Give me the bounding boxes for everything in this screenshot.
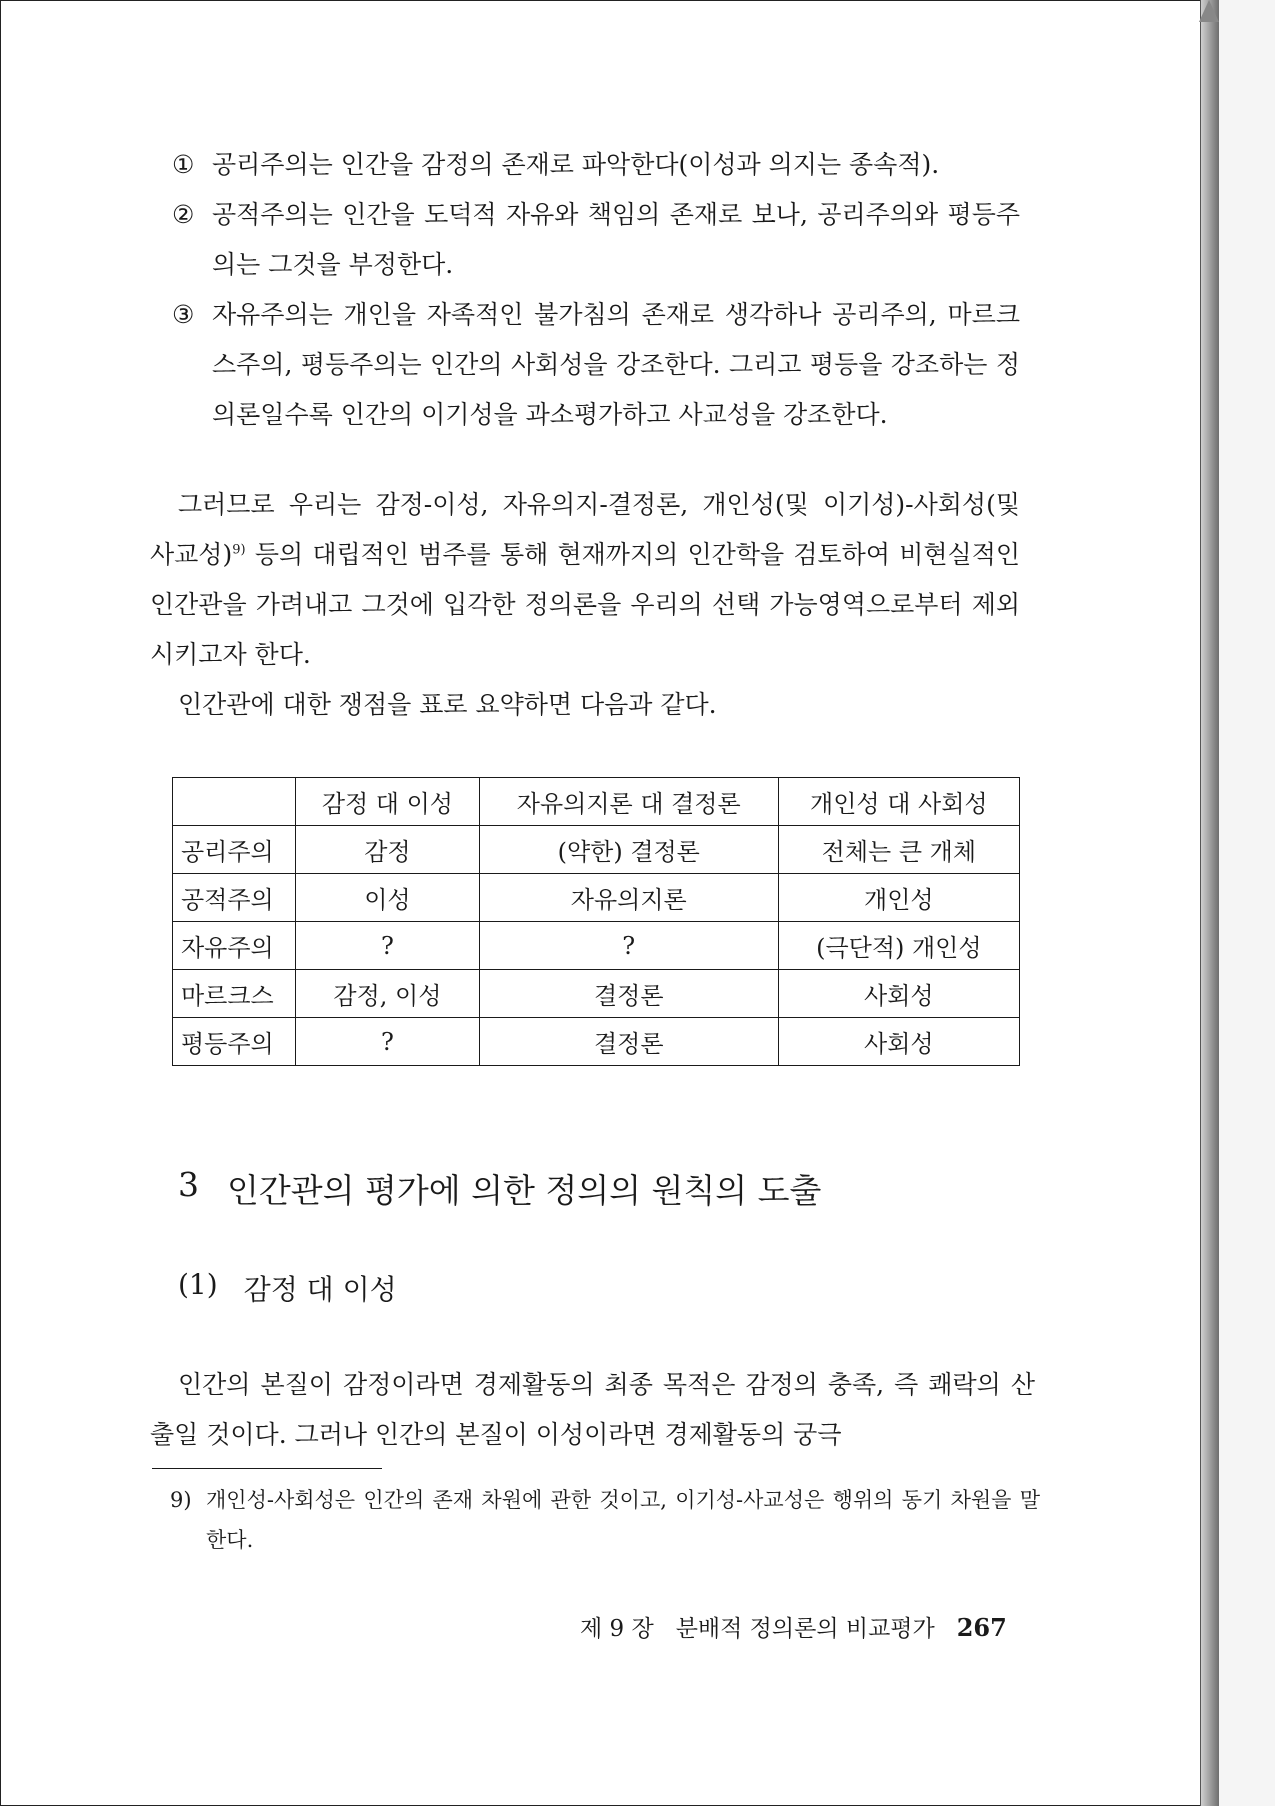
table-row-name: 공적주의	[173, 874, 296, 922]
list-item	[150, 190, 1020, 290]
page-number: 267	[956, 1613, 1007, 1642]
subsection-number: (1)	[178, 1268, 218, 1301]
table-row	[173, 874, 1020, 922]
paragraph-categories	[150, 480, 1020, 680]
list-text: 공리주의는 인간을 감정의 존재로 파악한다(이성과 의지는 종속적).	[212, 150, 940, 179]
table-header: 감정 대 이성	[296, 778, 480, 826]
table-row	[173, 826, 1020, 874]
table-row	[173, 970, 1020, 1018]
table-cell: 이성	[296, 874, 480, 922]
section-heading	[178, 1165, 821, 1212]
list-number: ③	[172, 300, 195, 329]
page-body-top	[150, 140, 1020, 730]
list-item	[150, 140, 1020, 190]
table-cell: 사회성	[778, 970, 1019, 1018]
list-number: ②	[172, 200, 195, 229]
footnote-ref: 9)	[232, 542, 246, 558]
paragraph-text: 등의 대립적인 범주를 통해 현재까지의 인간학을 검토하여 비현실적인 인간관을 가려내고 그것에 입각한 정의론을 우리의 선택 가능영역으로부터 제외시키고자 한다.	[150, 540, 1020, 669]
paragraph-emotion-reason: 인간의 본질이 감정이라면 경제활동의 최종 목적은 감정의 충족, 즉 쾌락의 산출일 것이다. 그러나 인간의 본질이 이성이라면 경제활동의 궁극	[150, 1370, 1035, 1449]
table-cell: 전체는 큰 개체	[778, 826, 1019, 874]
footer-title: 분배적 정의론의 비교평가	[675, 1616, 935, 1642]
table-cell: 자유의지론	[479, 874, 778, 922]
table-cell: (약한) 결정론	[479, 826, 778, 874]
footnote-number: 9)	[170, 1488, 192, 1512]
table-row	[173, 1018, 1020, 1066]
table-cell: 개인성	[778, 874, 1019, 922]
section-title: 인간관의 평가에 의한 정의의 원칙의 도출	[227, 1171, 822, 1210]
table-header: 개인성 대 사회성	[778, 778, 1019, 826]
subsection-heading	[178, 1268, 397, 1308]
table-row-name: 공리주의	[173, 826, 296, 874]
list-number: ①	[172, 150, 195, 179]
paragraph-table-intro: 인간관에 대한 쟁점을 표로 요약하면 다음과 같다.	[178, 690, 717, 719]
list-text: 공적주의는 인간을 도덕적 자유와 책임의 존재로 보나, 공리주의와 평등주의는 그것을 부정한다.	[212, 200, 1020, 279]
list-text: 자유주의는 개인을 자족적인 불가침의 존재로 생각하나 공리주의, 마르크스주의, 평등주의는 인간의 사회성을 강조한다. 그리고 평등을 강조하는 정의론일수록 인간의 이기성을 과소평가하고 사교성을 강조한다.	[212, 300, 1020, 429]
footnote	[170, 1480, 1040, 1560]
paragraph-text: 그러므로 우리는 감정-이성, 자유의지-결정론, 개인성(및 이기성)-사회성(및 사교성)	[150, 490, 1020, 569]
human-view-table	[172, 777, 1020, 1066]
table-cell: 감정	[296, 826, 480, 874]
page-binding-edge	[1200, 0, 1219, 1806]
footnote-text: 개인성-사회성은 인간의 존재 차원에 관한 것이고, 이기성-사교성은 행위의 동기 차원을 말한다.	[206, 1488, 1040, 1552]
footnote-divider	[152, 1468, 382, 1469]
running-footer	[580, 1610, 1007, 1643]
table-cell: (극단적) 개인성	[778, 922, 1019, 970]
outer-background	[1218, 0, 1275, 1806]
list-item	[150, 290, 1020, 440]
table-header-row	[173, 778, 1020, 826]
table-cell: 감정, 이성	[296, 970, 480, 1018]
table-row-name: 마르크스	[173, 970, 296, 1018]
table-cell: 결정론	[479, 970, 778, 1018]
section-number: 3	[178, 1165, 199, 1204]
table-header: 자유의지론 대 결정론	[479, 778, 778, 826]
page-corner-fold	[1199, 0, 1219, 22]
table-cell: ?	[296, 922, 480, 970]
table-cell: ?	[296, 1018, 480, 1066]
table-cell: 결정론	[479, 1018, 778, 1066]
table-cell: ?	[479, 922, 778, 970]
table-cell: 사회성	[778, 1018, 1019, 1066]
page-body-bottom	[150, 1360, 1035, 1460]
table-row	[173, 922, 1020, 970]
table-corner-cell	[173, 778, 296, 826]
footer-chapter: 제 9 장	[580, 1616, 654, 1642]
subsection-title: 감정 대 이성	[243, 1273, 397, 1306]
table-row-name: 자유주의	[173, 922, 296, 970]
table-row-name: 평등주의	[173, 1018, 296, 1066]
